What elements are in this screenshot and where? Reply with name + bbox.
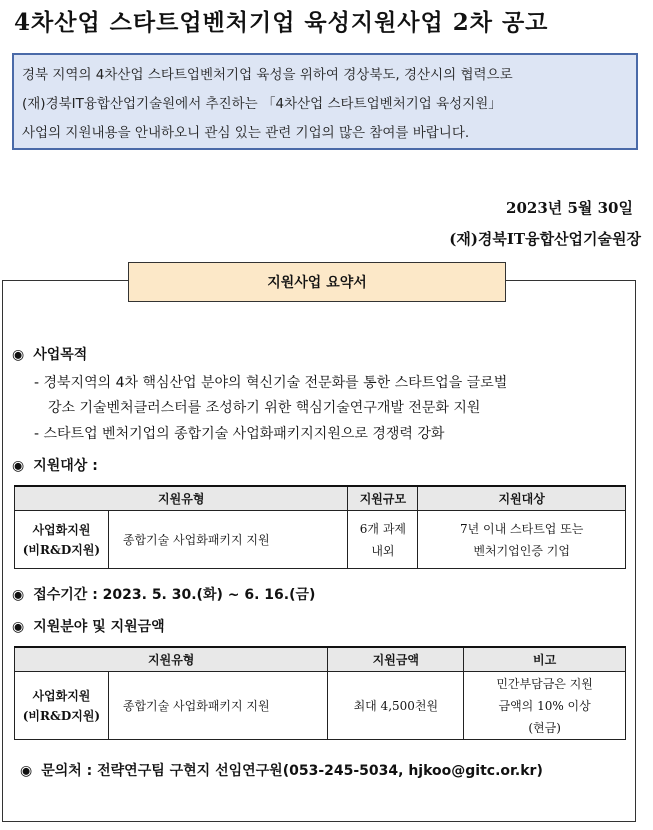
header-cell: 지원규모 <box>348 486 418 511</box>
target-heading-text: 지원대상 : <box>33 458 98 474</box>
purpose-heading-text: 사업목적 <box>33 347 88 363</box>
table-header-row <box>15 486 626 511</box>
purpose-heading <box>12 344 87 364</box>
announcement-date: 2023년 5월 30일 <box>506 199 633 217</box>
type-cell: 종합기술 사업화패키지 지원 <box>108 672 328 740</box>
note-line: 민간부담금은 지원 <box>496 676 593 691</box>
table-row <box>15 511 626 569</box>
period-text: 접수기간 : 2023. 5. 30.(화) ~ 6. 16.(금) <box>33 587 316 603</box>
bullet-icon: ◉ <box>20 763 33 779</box>
bullet-icon: ◉ <box>12 458 25 474</box>
target-heading <box>12 455 98 475</box>
field-table <box>14 646 626 740</box>
bullet-icon: ◉ <box>12 619 25 635</box>
amount-cell: 최대 4,500천원 <box>328 672 464 740</box>
intro-box <box>12 53 638 150</box>
issuing-organization: (재)경북IT융합산업기술원장 <box>449 230 641 248</box>
note-cell <box>464 672 626 740</box>
scale-cell <box>348 511 418 569</box>
field-heading-text: 지원분야 및 지원금액 <box>33 619 165 635</box>
scale-line: 6개 과제 <box>359 521 407 536</box>
purpose-line: 강소 기술벤처클러스터를 조성하기 위한 핵심기술연구개발 전문화 지원 <box>48 400 481 416</box>
category-cell <box>15 511 109 569</box>
eligible-line: 7년 이내 스타트업 또는 <box>459 521 584 536</box>
table-row <box>15 672 626 740</box>
intro-line: 사업의 지원내용을 안내하오니 관심 있는 관련 기업의 많은 참여를 바랍니다. <box>22 125 470 141</box>
table-header-row <box>15 647 626 672</box>
eligible-line: 벤처기업인증 기업 <box>473 543 570 558</box>
contact-text: 문의처 : 전략연구팀 구현지 선임연구원(053-245-5034, hjkoo@gitc.or.kr) <box>41 763 543 779</box>
header-cell: 지원금액 <box>328 647 464 672</box>
type-cell: 종합기술 사업화패키지 지원 <box>108 511 348 569</box>
category-sublabel: (비R&D지원) <box>22 542 101 557</box>
field-heading <box>12 616 165 636</box>
header-cell: 비고 <box>464 647 626 672</box>
intro-line: (재)경북IT융합산업기술원에서 추진하는 「4차산업 스타트업벤처기업 육성지원」 <box>22 96 502 112</box>
target-table <box>14 485 626 569</box>
contact-info <box>20 760 543 780</box>
eligible-cell <box>418 511 626 569</box>
category-cell <box>15 672 109 740</box>
category-sublabel: (비R&D지원) <box>22 708 101 723</box>
category-label: 사업화지원 <box>32 522 91 537</box>
purpose-line: - 경북지역의 4차 핵심산업 분야의 혁신기술 전문화를 통한 스타트업을 글로벌 <box>34 375 508 391</box>
header-cell: 지원유형 <box>15 647 328 672</box>
summary-title: 지원사업 요약서 <box>128 262 506 302</box>
header-cell: 지원유형 <box>15 486 348 511</box>
note-line: 금액의 10% 이상 <box>498 698 591 713</box>
period-heading <box>12 584 315 604</box>
intro-line: 경북 지역의 4차산업 스타트업벤처기업 육성을 위하여 경상북도, 경산시의 협력으로 <box>22 67 513 83</box>
header-cell: 지원대상 <box>418 486 626 511</box>
scale-line: 내외 <box>371 543 395 558</box>
category-label: 사업화지원 <box>32 688 91 703</box>
purpose-line: - 스타트업 벤처기업의 종합기술 사업화패키지지원으로 경쟁력 강화 <box>34 426 445 442</box>
bullet-icon: ◉ <box>12 587 25 603</box>
bullet-icon: ◉ <box>12 347 25 363</box>
page-title: 4차산업 스타트업벤처기업 육성지원사업 2차 공고 <box>14 9 549 36</box>
note-line: (현금) <box>528 720 561 735</box>
